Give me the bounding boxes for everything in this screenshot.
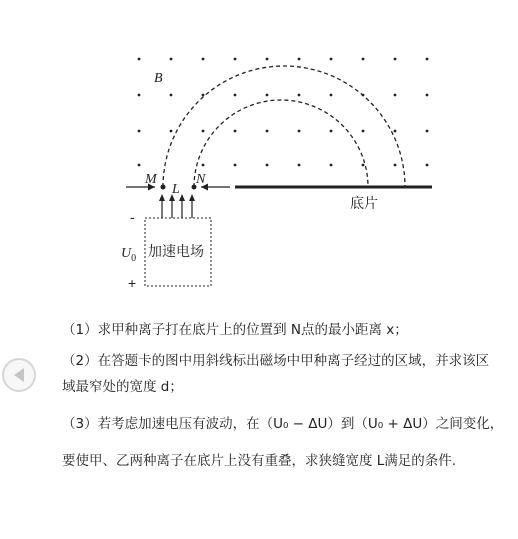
field-dot	[426, 58, 429, 61]
field-dot	[234, 130, 237, 133]
field-dot	[298, 164, 301, 167]
voltage-subscript: 0	[131, 253, 137, 264]
plus-sign: +	[128, 275, 137, 291]
question-3-line-2: 要使甲、乙两种离子在底片上没有重叠，求狭缝宽度 L满足的条件.	[62, 453, 457, 469]
field-dot	[138, 94, 141, 97]
field-label-b: B	[154, 71, 163, 86]
field-dot	[330, 130, 333, 133]
field-dot	[362, 164, 365, 167]
minus-sign: -	[130, 209, 135, 225]
field-dot	[170, 130, 173, 133]
field-dot	[330, 164, 333, 167]
field-dot	[202, 94, 205, 97]
field-dot	[170, 58, 173, 61]
chevron-left-icon	[12, 367, 26, 383]
magnetic-field-dots	[138, 58, 429, 167]
point-l-label: L	[172, 182, 180, 197]
field-dot	[202, 130, 205, 133]
field-dot	[138, 58, 141, 61]
field-dot	[394, 58, 397, 61]
field-dot	[426, 164, 429, 167]
voltage-label: $U_0$	[121, 246, 137, 264]
field-dot	[234, 94, 237, 97]
field-dot	[394, 164, 397, 167]
field-dot	[330, 58, 333, 61]
field-dot	[202, 164, 205, 167]
question-3-line-1: （3）若考虑加速电压有波动，在（U₀ − ΔU）到（U₀ + ΔU）之间变化，	[62, 416, 504, 432]
field-dot	[362, 58, 365, 61]
question-2-line-2: 域最窄处的宽度 d；	[62, 379, 183, 395]
field-dot	[266, 94, 269, 97]
question-1: （1）求甲种离子打在底片上的位置到 N点的最小距离 x；	[62, 322, 408, 338]
field-dot	[234, 164, 237, 167]
field-dot	[202, 58, 205, 61]
outer-trajectory-arc	[163, 66, 405, 187]
field-dot	[138, 130, 141, 133]
field-dot	[266, 130, 269, 133]
ion-beam-arrows	[159, 194, 195, 218]
inner-trajectory-arc	[194, 100, 368, 187]
field-dot	[266, 58, 269, 61]
field-dot	[234, 58, 237, 61]
field-dot	[394, 94, 397, 97]
box-label: 加速电场	[148, 244, 204, 260]
point-m-dot	[161, 185, 166, 190]
field-dot	[426, 130, 429, 133]
field-dot	[330, 94, 333, 97]
field-dot	[298, 130, 301, 133]
point-n-label: N	[196, 172, 206, 187]
previous-button[interactable]	[2, 358, 36, 392]
field-dot	[138, 164, 141, 167]
field-dot	[426, 94, 429, 97]
field-dot	[298, 58, 301, 61]
question-2-line-1: （2）在答题卡的图中用斜线标出磁场中甲种离子经过的区域，并求该区	[62, 353, 490, 369]
film-label: 底片	[350, 196, 378, 212]
field-dot	[298, 94, 301, 97]
field-dot	[170, 94, 173, 97]
field-dot	[362, 130, 365, 133]
field-dot	[394, 130, 397, 133]
field-dot	[266, 164, 269, 167]
point-m-label: M	[145, 172, 157, 187]
